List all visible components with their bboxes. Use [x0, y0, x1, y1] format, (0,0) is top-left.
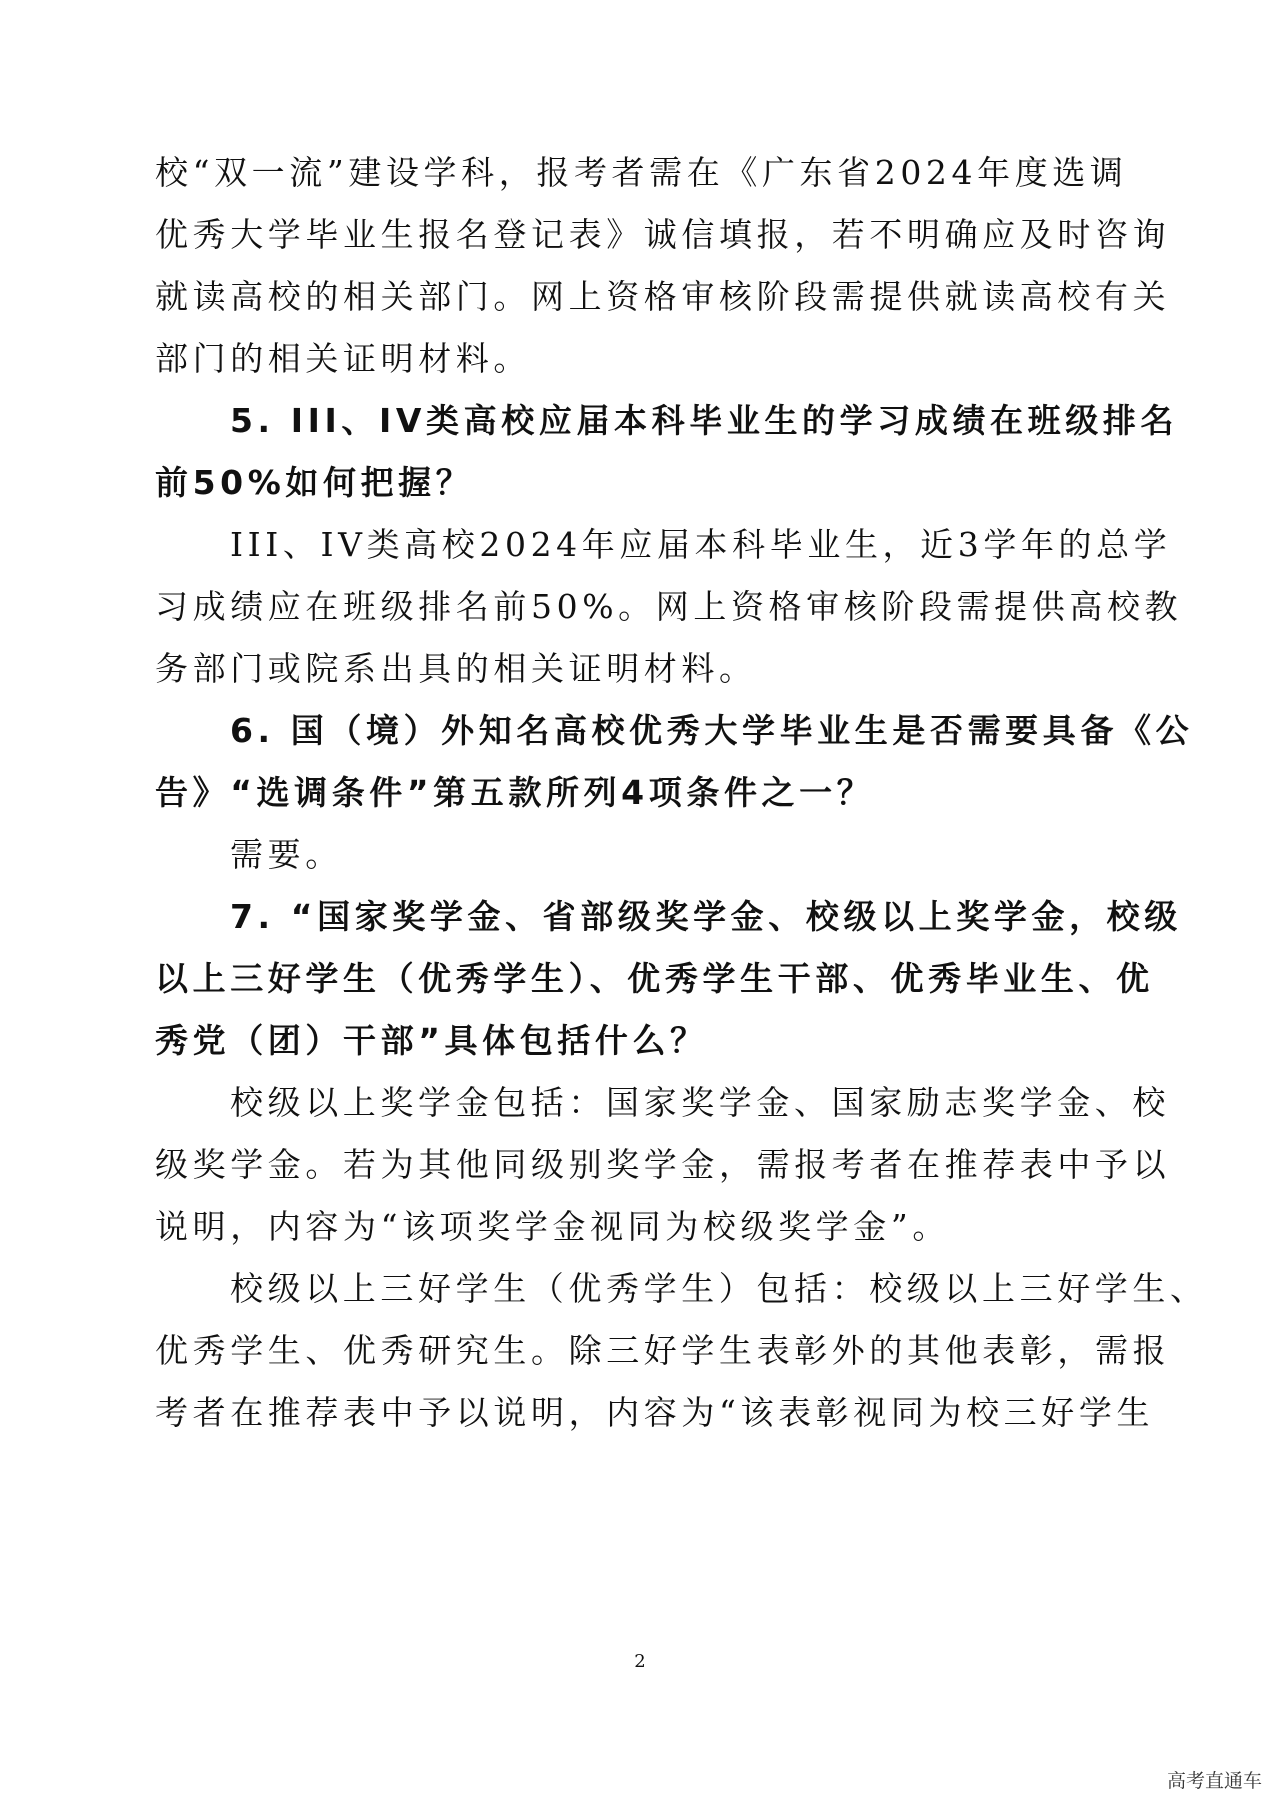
- answer-7-paragraph-2-line-1: 校级以上三好学生（优秀学生）包括：校级以上三好学生、: [230, 1269, 1208, 1308]
- question-5-heading-line-1: 5. III、IV类高校应届本科毕业生的学习成绩在班级排名: [230, 401, 1179, 440]
- answer-7-paragraph-1-line-3: 说明，内容为“该项奖学金视同为校级奖学金”。: [155, 1207, 950, 1246]
- answer-5-line-2: 习成绩应在班级排名前50%。网上资格审核阶段需提供高校教: [155, 587, 1183, 626]
- body-line-1: 校“双一流”建设学科，报考者需在《广东省2024年度选调: [155, 153, 1128, 192]
- body-line-4: 部门的相关证明材料。: [155, 339, 531, 378]
- answer-7-paragraph-2-line-3: 考者在推荐表中予以说明，内容为“该表彰视同为校三好学生: [155, 1393, 1155, 1432]
- answer-5-line-3: 务部门或院系出具的相关证明材料。: [155, 649, 757, 688]
- question-6-heading-line-2: 告》“选调条件”第五款所列4项条件之一？: [155, 773, 875, 812]
- question-5-heading-line-2: 前50%如何把握？: [155, 463, 474, 502]
- question-6-heading-line-1: 6. 国（境）外知名高校优秀大学毕业生是否需要具备《公: [230, 711, 1194, 750]
- question-7-heading-line-2: 以上三好学生（优秀学生）、优秀学生干部、优秀毕业生、优: [155, 959, 1154, 998]
- body-line-3: 就读高校的相关部门。网上资格审核阶段需提供就读高校有关: [155, 277, 1171, 316]
- body-line-2: 优秀大学毕业生报名登记表》诚信填报，若不明确应及时咨询: [155, 215, 1171, 254]
- answer-5-line-1: III、IV类高校2024年应届本科毕业生，近3学年的总学: [230, 525, 1172, 564]
- question-7-heading-line-1: 7. “国家奖学金、省部级奖学金、校级以上奖学金，校级: [230, 897, 1182, 936]
- watermark-text: 高考直通车: [1166, 1770, 1262, 1792]
- answer-6: 需要。: [230, 835, 343, 874]
- answer-7-paragraph-1-line-2: 级奖学金。若为其他同级别奖学金，需报考者在推荐表中予以: [155, 1145, 1171, 1184]
- question-7-heading-line-3: 秀党（团）干部”具体包括什么？: [155, 1021, 708, 1060]
- answer-7-paragraph-1-line-1: 校级以上奖学金包括：国家奖学金、国家励志奖学金、校: [230, 1083, 1170, 1122]
- page-number: 2: [634, 1651, 646, 1672]
- answer-7-paragraph-2-line-2: 优秀学生、优秀研究生。除三好学生表彰外的其他表彰，需报: [155, 1331, 1171, 1370]
